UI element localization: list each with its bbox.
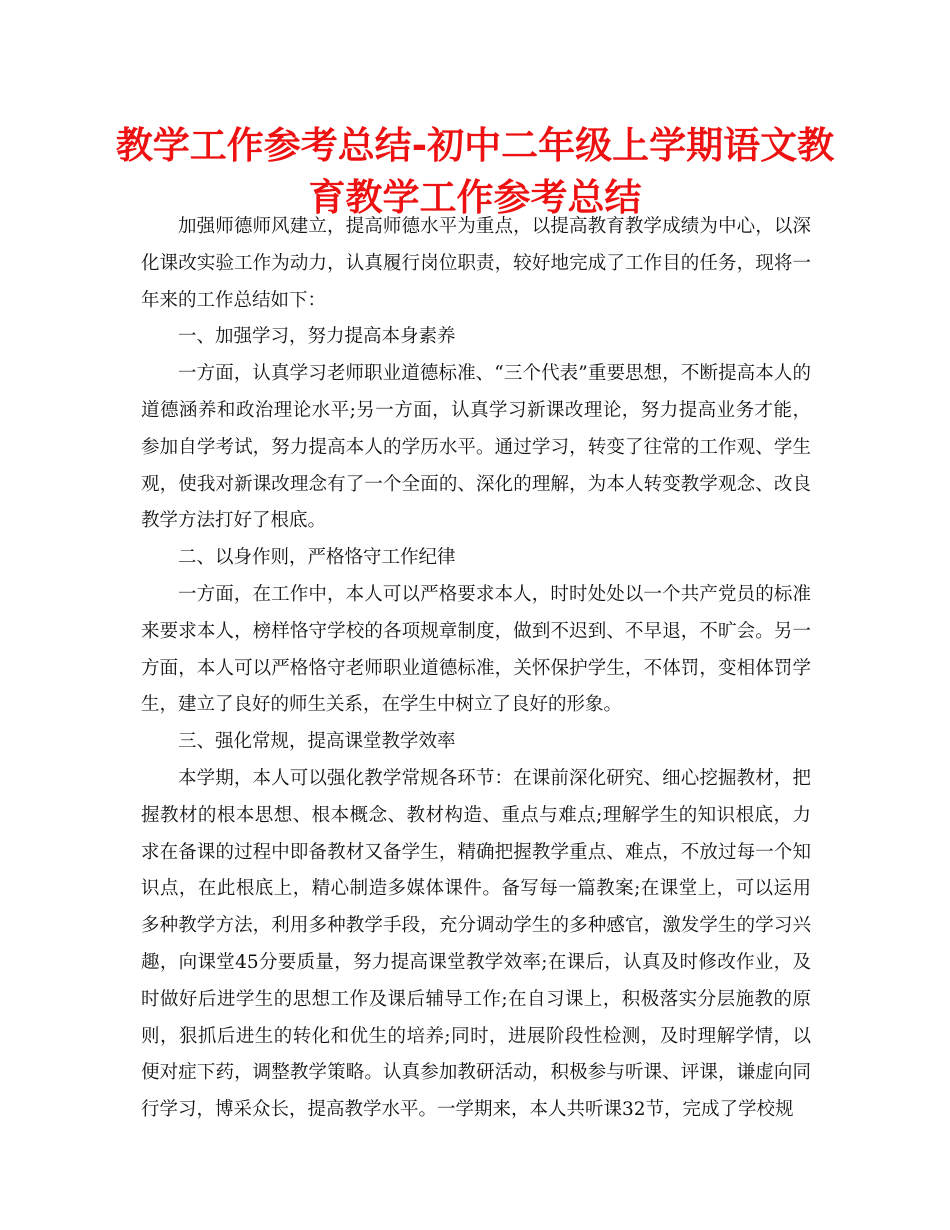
document-body bbox=[141, 209, 811, 1129]
section-heading-2: 二、以身作则，严格恪守工作纪律 bbox=[178, 547, 456, 569]
section-3-paragraph: 本学期，本人可以强化教学常规各环节：在课前深化研究、细心挖掘教材，把握教材的根本思想、根本概念、教材构造、重点与难点;理解学生的知识根底，力求在备课的过程中即备教材又备学生，精确把握教学重点、难点，不放过每一个知识点，在此根底上，精心制造多媒体课件。备写每一篇教案;在课堂上，可以运用多种教学方法，利用多种教学手段，充分调动学生的多种感官，激发学生的学习兴趣，向课堂45分要质量，努力提高课堂教学效率;在课后，认真及时修改作业，及时做好后进学生的思想工作及课后辅导工作;在自习课上，积极落实分层施教的原则，狠抓后进生的转化和优生的培养;同时，进展阶段性检测，及时理解学情，以便对症下药，调整教学策略。认真参加教研活动，积极参与听课、评课，谦虚向同行学习，博采众长，提高教学水平。一学期来，本人共听课32节，完成了学校规 bbox=[141, 767, 811, 1121]
intro-paragraph: 加强师德师风建立，提高师德水平为重点，以提高教育教学成绩为中心，以深化课改实验工作为动力，认真履行岗位职责，较好地完成了工作目的任务，现将一年来的工作总结如下： bbox=[141, 216, 811, 311]
document-title: 教学工作参考总结-初中二年级上学期语文教育教学工作参考总结 bbox=[115, 124, 835, 219]
section-1-paragraph: 一方面，认真学习老师职业道德标准、“三个代表”重要思想，不断提高本人的道德涵养和政治理论水平;另一方面，认真学习新课改理论，努力提高业务才能，参加自学考试，努力提高本人的学历水平。通过学习，转变了往常的工作观、学生观，使我对新课改理念有了一个全面的、深化的理解，为本人转变教学观念、改良教学方法打好了根底。 bbox=[141, 363, 811, 532]
section-heading-1: 一、加强学习，努力提高本身素养 bbox=[178, 326, 456, 348]
section-2-paragraph: 一方面，在工作中，本人可以严格要求本人，时时处处以一个共产党员的标准来要求本人，榜样恪守学校的各项规章制度，做到不迟到、不早退，不旷会。另一方面，本人可以严格恪守老师职业道德标准，关怀保护学生，不体罚，变相体罚学生，建立了良好的师生关系，在学生中树立了良好的形象。 bbox=[141, 583, 811, 716]
section-heading-3: 三、强化常规，提高课堂教学效率 bbox=[178, 731, 456, 753]
